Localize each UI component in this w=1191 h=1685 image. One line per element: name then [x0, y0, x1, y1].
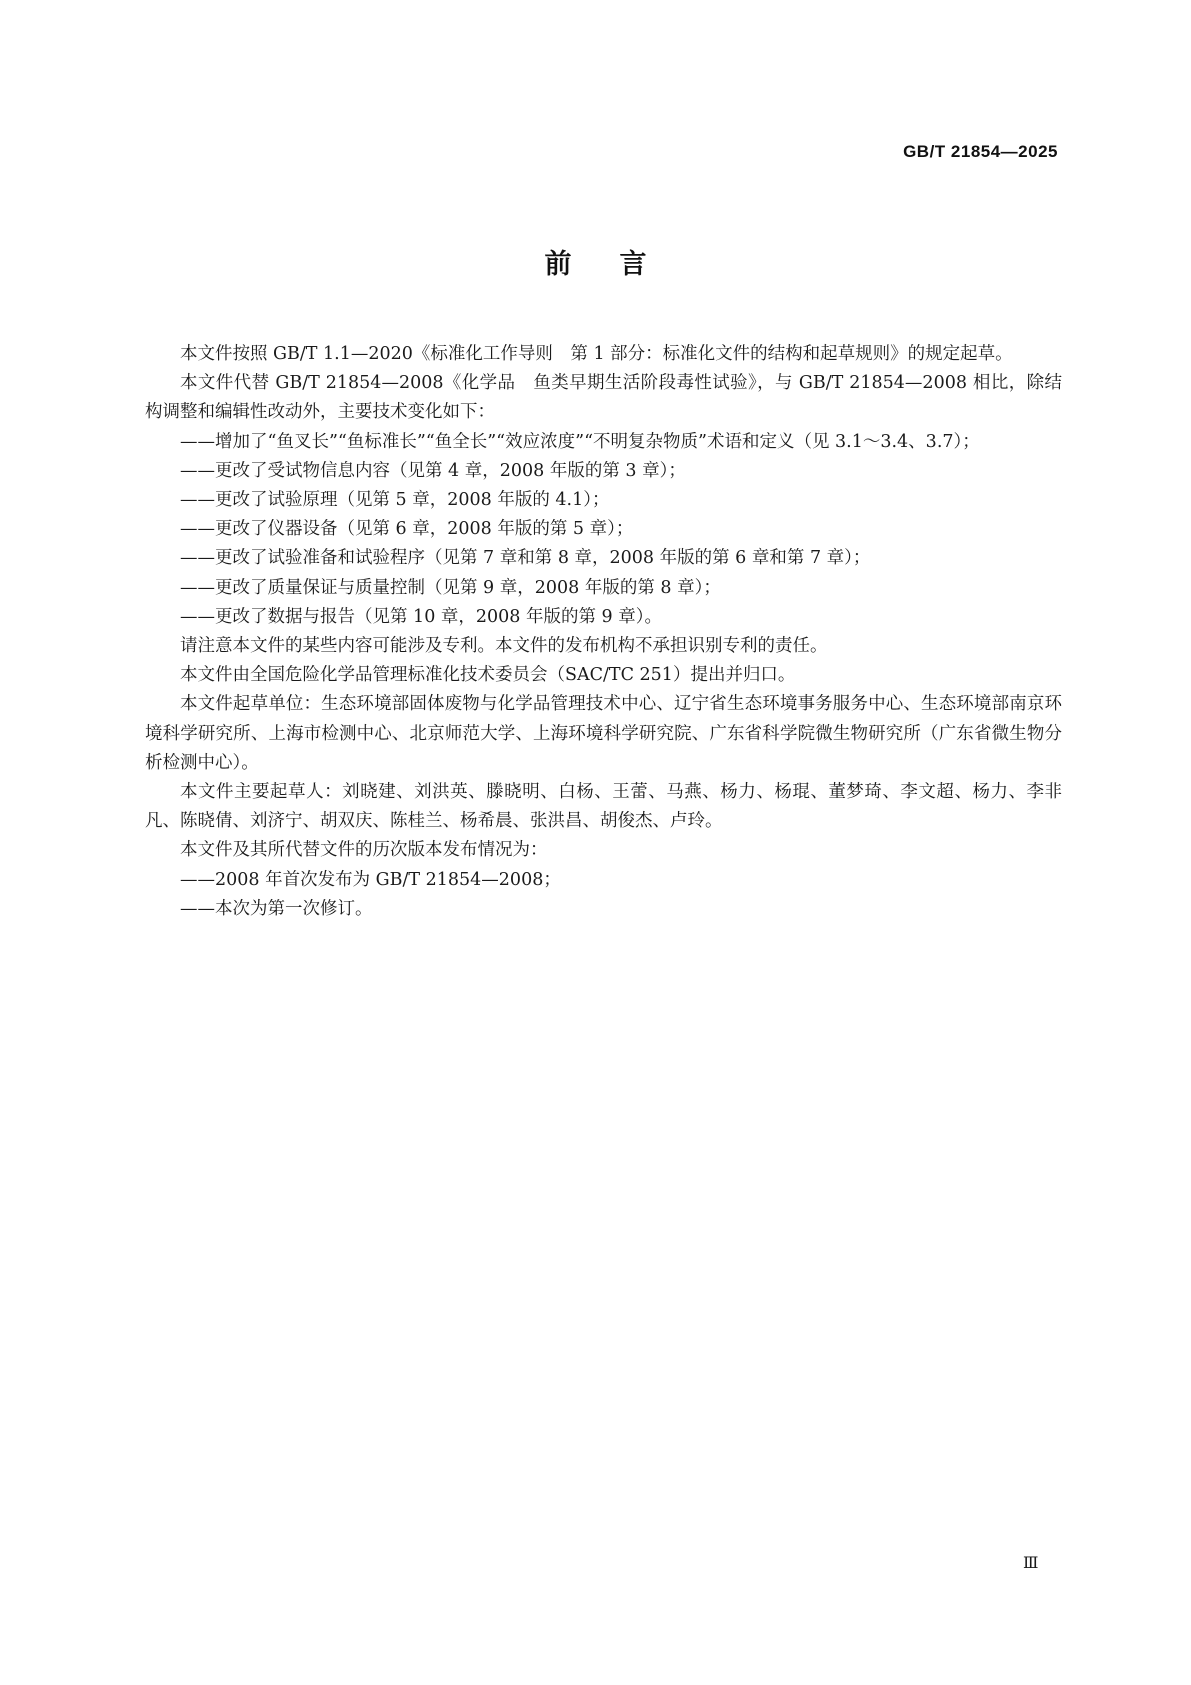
paragraph-drafters: 本文件主要起草人：刘晓建、刘洪英、滕晓明、白杨、王蕾、马燕、杨力、杨琨、董梦琦、李文超、杨力、李非凡、陈晓倩、刘济宁、胡双庆、陈桂兰、杨希晨、张洪昌、胡俊杰、卢玲。	[145, 782, 1062, 832]
document-number: GB/T 21854—2025	[903, 142, 1058, 161]
paragraph-proposer: 本文件由全国危险化学品管理标准化技术委员会（SAC/TC 251）提出并归口。	[180, 665, 796, 686]
list-item-change: ——更改了质量保证与质量控制（见第 9 章，2008 年版的第 8 章）；	[180, 577, 721, 598]
page-number: Ⅲ	[1023, 1553, 1039, 1572]
list-item-change: ——增加了“鱼叉长”“鱼标准长”“鱼全长”“效应浓度”“不明复杂物质”术语和定义（见 3.1～3.4、3.7）；	[180, 431, 980, 452]
list-item-change: ——更改了仪器设备（见第 6 章，2008 年版的第 5 章）；	[180, 519, 634, 540]
foreword-body	[145, 340, 1062, 924]
list-item-change: ——更改了试验准备和试验程序（见第 7 章和第 8 章，2008 年版的第 6 章和第 7 章）；	[180, 548, 871, 569]
list-item-history: ——2008 年首次发布为 GB/T 21854—2008；	[180, 869, 561, 890]
list-item-change: ——更改了受试物信息内容（见第 4 章，2008 年版的第 3 章）；	[180, 460, 686, 481]
paragraph-drafting-rules: 本文件按照 GB/T 1.1—2020《标准化工作导则 第 1 部分：标准化文件的结构和起草规则》的规定起草。	[180, 344, 1013, 364]
paragraph-drafting-units: 本文件起草单位：生态环境部固体废物与化学品管理技术中心、辽宁省生态环境事务服务中心、生态环境部南京环境科学研究所、上海市检测中心、北京师范大学、上海环境科学研究院、广东省科学院微生物研究所（广东省微生物分析检测中心）。	[145, 694, 1062, 773]
paragraph-patent-notice: 请注意本文件的某些内容可能涉及专利。本文件的发布机构不承担识别专利的责任。	[180, 636, 828, 657]
list-item-change: ——更改了数据与报告（见第 10 章，2008 年版的第 9 章）。	[180, 606, 663, 627]
page-title: 前言	[544, 249, 695, 280]
paragraph-version-history: 本文件及其所代替文件的历次版本发布情况为：	[180, 840, 548, 861]
list-item-history: ——本次为第一次修订。	[180, 898, 373, 919]
list-item-change: ——更改了试验原理（见第 5 章，2008 年版的 4.1）；	[180, 490, 610, 511]
paragraph-replacement: 本文件代替 GB/T 21854—2008《化学品 鱼类早期生活阶段毒性试验》，与 GB/T 21854—2008 相比，除结构调整和编辑性改动外，主要技术变化如下：	[145, 373, 1062, 423]
